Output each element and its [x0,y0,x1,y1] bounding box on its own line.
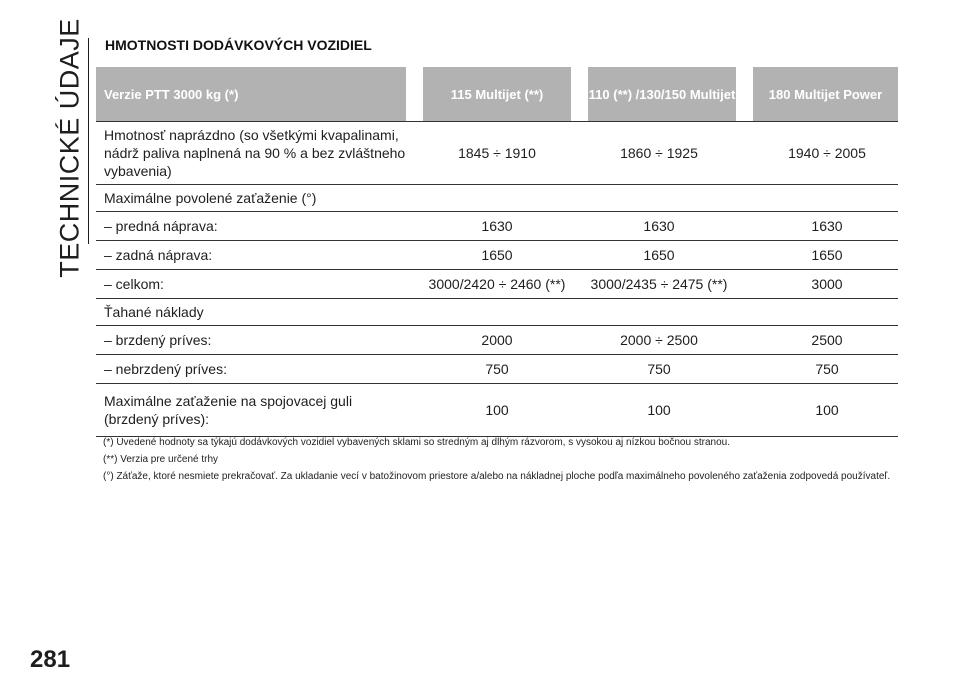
cell-value [756,299,898,325]
row-label: Maximálne povolené zaťaženie (°) [104,190,317,206]
weights-table [96,67,898,437]
cell-value: 2500 [811,332,843,348]
cell-value: 3000/2420 ÷ 2460 (**) [428,276,566,292]
header-180-multijet-power: 180 Multijet Power [753,67,898,121]
table-row [96,326,898,355]
row-label: – brzdený príves: [104,332,212,348]
page-number: 281 [30,646,71,673]
cell-value: 750 [815,361,839,377]
cell-value: 1650 [481,247,513,263]
footnotes [103,434,903,485]
page-title: HMOTNOSTI DODÁVKOVÝCH VOZIDIEL [105,37,372,53]
cell-value [414,299,580,325]
cell-value [576,299,742,325]
cell-value: 1650 [643,247,675,263]
cell-value [756,185,898,211]
cell-value: 1650 [811,247,843,263]
table-row [96,122,898,185]
cell-value: 1845 ÷ 1910 [458,145,536,161]
cell-value: 100 [485,402,509,418]
table-row [96,270,898,299]
table-header [96,67,898,121]
cell-value: 1630 [811,218,843,234]
row-label: Hmotnosť naprázdno (so všetkými kvapalinami, nádrž paliva naplnená na 90 % a bez zvláštneho vybavenia) [104,127,406,179]
row-label: – predná náprava: [104,218,218,234]
section-title-vertical [52,18,88,278]
section-title-text: TECHNICKÉ ÚDAJE [54,18,85,278]
footnote: (°) Záťaže, ktoré nesmiete prekračovať. Za ukladanie vecí v batožinovom priestore a/alebo na nákladnej ploche podľa maximálneho povoleného zaťaženia zodpovedá používateľ. [103,471,891,482]
header-110-130-150-multijet: 110 (**) /130/150 Multijet [588,67,736,121]
cell-value: 1630 [643,218,675,234]
row-label: Ťahané náklady [104,304,204,320]
cell-value [576,185,742,211]
footnote: (*) Uvedené hodnoty sa týkajú dodávkových vozidiel vybavených sklami so stredným aj dlhým rázvorom, s vysokou aj nízkou bočnou stranou. [103,437,730,448]
row-label: – celkom: [104,276,164,292]
table-row [96,384,898,437]
cell-value: 2000 ÷ 2500 [620,332,698,348]
cell-value: 750 [485,361,509,377]
table-row [96,299,898,326]
footnote: (**) Verzia pre určené trhy [103,454,219,465]
table-row [96,355,898,384]
cell-value: 3000 [811,276,843,292]
cell-value: 100 [647,402,671,418]
cell-value: 1940 ÷ 2005 [788,145,866,161]
row-label: – nebrzdený príves: [104,361,227,377]
cell-value: 1860 ÷ 1925 [620,145,698,161]
cell-value: 3000/2435 ÷ 2475 (**) [590,276,728,292]
table-row [96,212,898,241]
table-row [96,185,898,212]
cell-value: 100 [815,402,839,418]
header-115-multijet: 115 Multijet (**) [423,67,571,121]
cell-value: 2000 [481,332,513,348]
row-label: – zadná náprava: [104,247,213,263]
cell-value: 750 [647,361,671,377]
section-divider [88,38,89,244]
cell-value: 1630 [481,218,513,234]
table-row [96,241,898,270]
row-label: Maximálne zaťaženie na spojovacej guli (brzdený príves): [104,393,353,427]
cell-value [414,185,580,211]
header-version: Verzie PTT 3000 kg (*) [96,67,406,121]
